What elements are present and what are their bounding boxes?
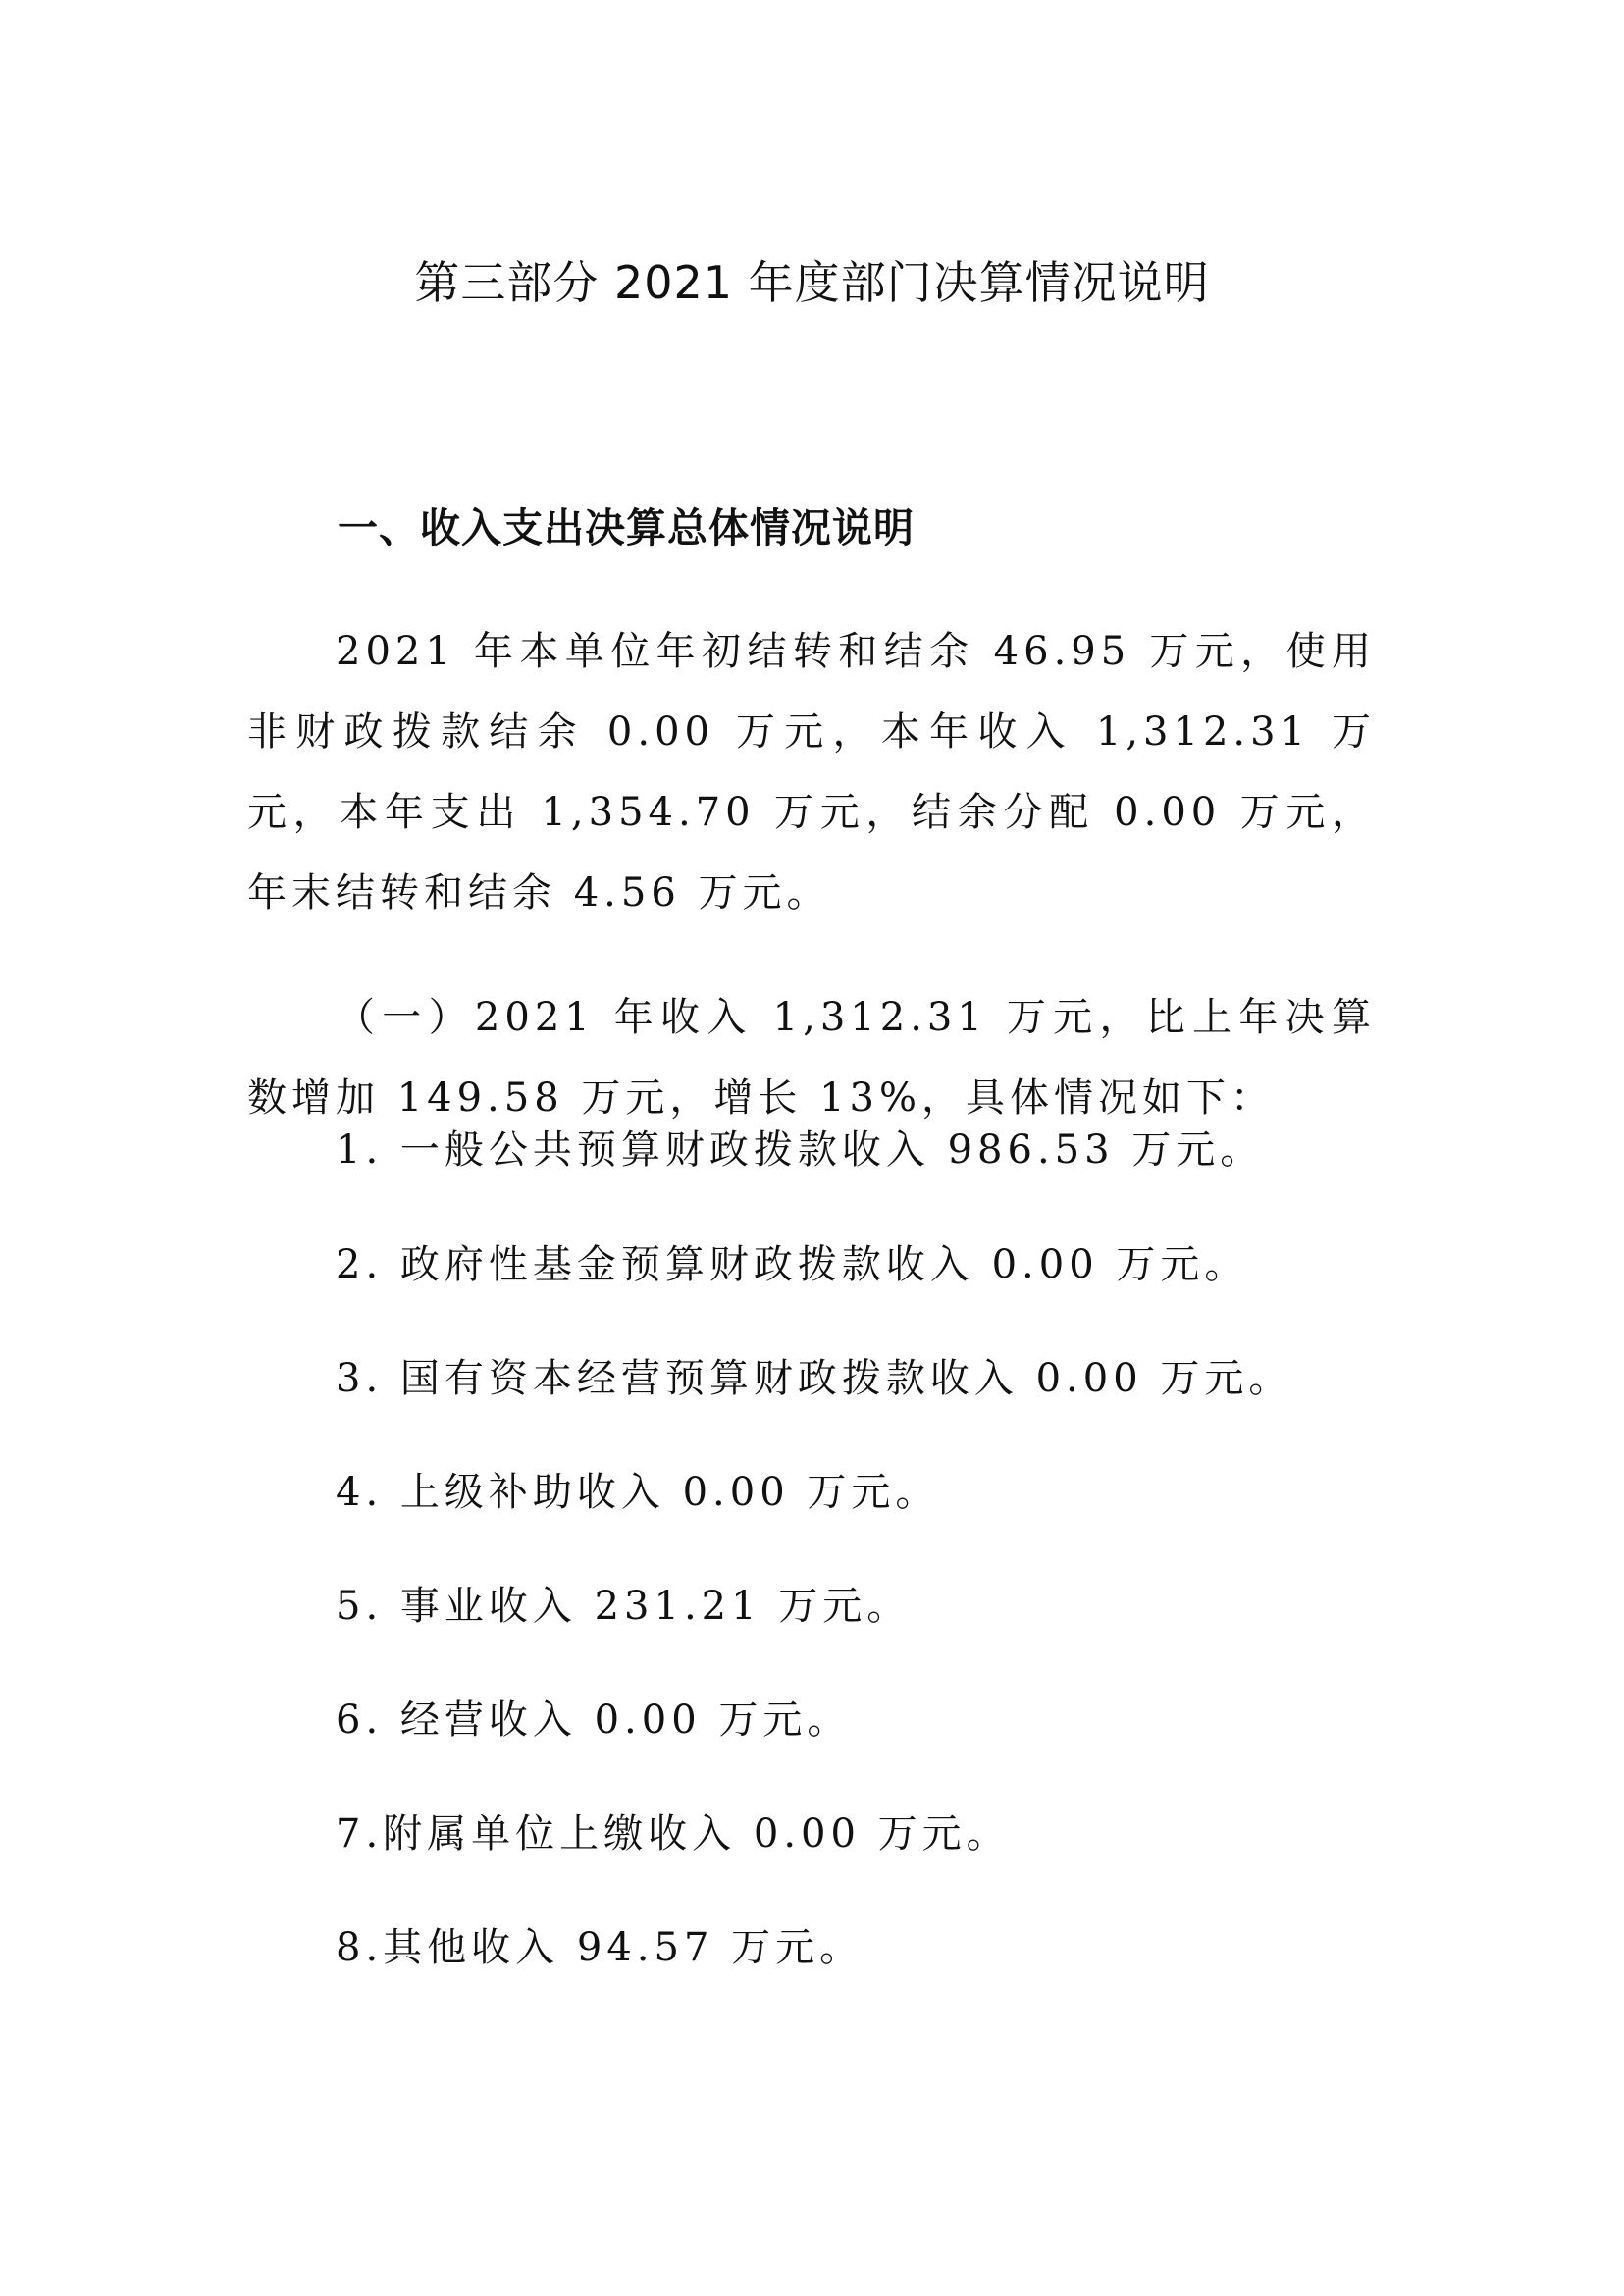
- list-item-general-budget-income: 1. 一般公共预算财政拨款收入 986.53 万元。: [336, 1127, 1265, 1173]
- paragraph-income-overview: （一）2021 年收入 1,312.31 万元，比上年决算数增加 149.58 万元，增长 13%，具体情况如下：: [247, 995, 1376, 1121]
- list-item-government-fund-income: 2. 政府性基金预算财政拨款收入 0.00 万元。: [336, 1242, 1249, 1287]
- list-item-state-capital-income: 3. 国有资本经营预算财政拨款收入 0.00 万元。: [336, 1356, 1293, 1401]
- paragraph-summary: 2021 年本单位年初结转和结余 46.95 万元，使用非财政拨款结余 0.00 万元，本年收入 1,312.31 万元，本年支出 1,354.70 万元，结余分配 0.00 万元，年末结转和结余 4.56 万元。: [247, 629, 1376, 915]
- document-title: 第三部分 2021 年度部门决算情况说明: [414, 256, 1210, 309]
- list-item-business-income: 5. 事业收入 231.21 万元。: [336, 1584, 912, 1629]
- list-item-superior-subsidy-income: 4. 上级补助收入 0.00 万元。: [336, 1470, 940, 1515]
- list-item-operating-income: 6. 经营收入 0.00 万元。: [336, 1697, 852, 1743]
- list-item-affiliated-unit-income: 7.附属单位上缴收入 0.00 万元。: [336, 1811, 1011, 1856]
- section-heading: 一、收入支出决算总体情况说明: [338, 504, 915, 551]
- list-item-other-income: 8.其他收入 94.57 万元。: [336, 1925, 864, 1970]
